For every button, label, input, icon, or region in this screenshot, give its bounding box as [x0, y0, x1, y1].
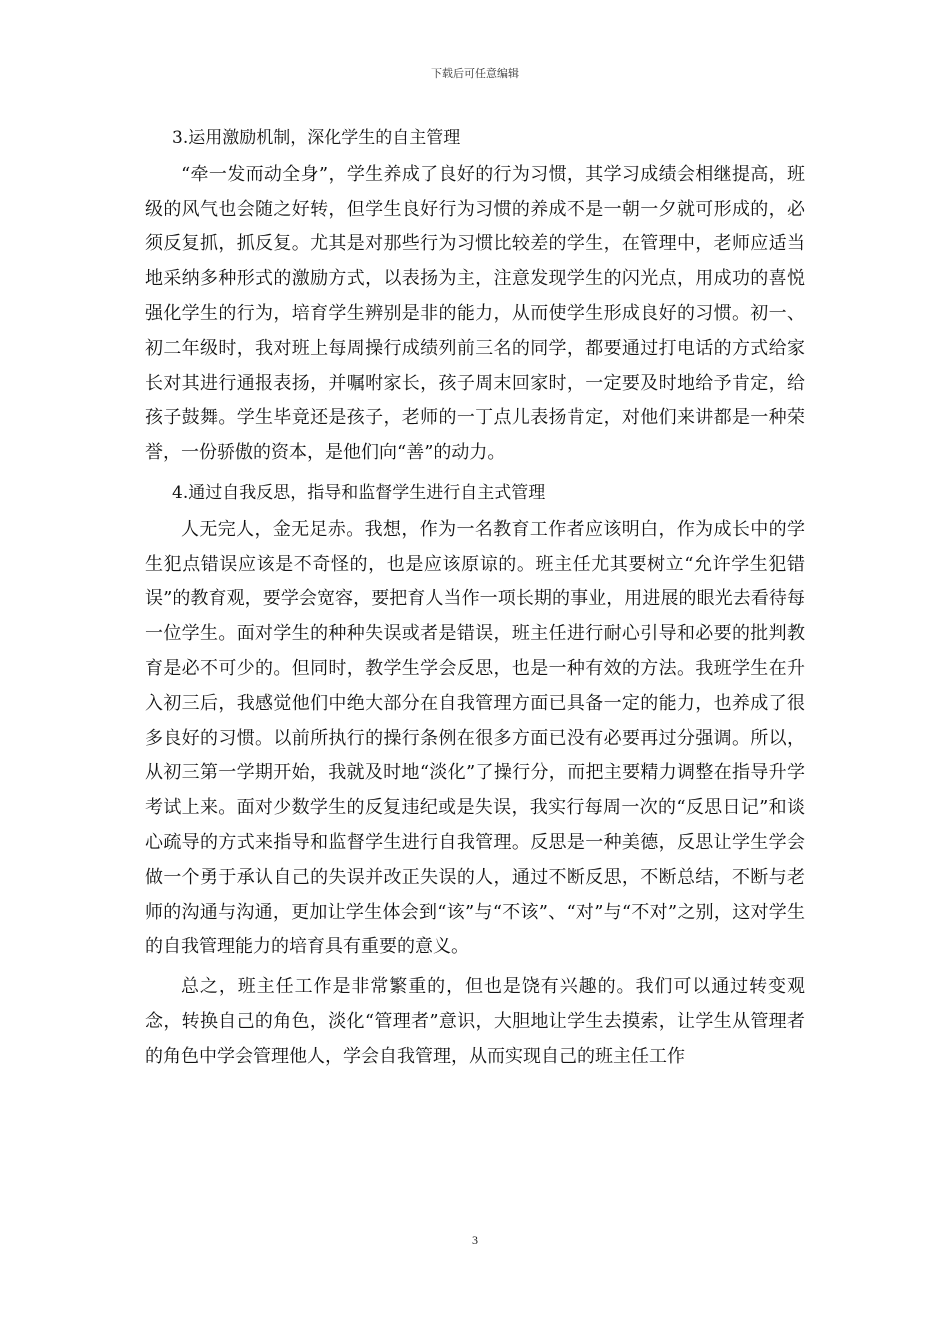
page-number: 3 — [472, 1233, 478, 1247]
section-heading-3: 3.运用激励机制，深化学生的自主管理 — [172, 128, 461, 148]
page-header: 下载后可任意编辑 — [431, 67, 519, 80]
paragraph-conclusion: 总之，班主任工作是非常繁重的，但也是饶有兴趣的。我们可以通过转变观念，转换自己的角色，淡化“管理者”意识，大胆地让学生去摸索，让学生从管理者的角色中学会管理他人，学会自我管理，从而实现自己的班主任工作 — [145, 976, 805, 1067]
section-heading-4: 4.通过自我反思，指导和监督学生进行自主式管理 — [172, 482, 546, 503]
document-body — [145, 121, 805, 1075]
paragraph-self-reflection: 人无完人，金无足赤。我想，作为一名教育工作者应该明白，作为成长中的学生犯点错误应该是不奇怪的，也是应该原谅的。班主任尤其要树立“允许学生犯错误”的教育观，要学会宽容，要把育人当作一项长期的事业，用进展的眼光去看待每一位学生。面对学生的种种失误或者是错误，班主任进行耐心引导和必要的批判教育是必不可少的。但同时，教学生学会反思，也是一种有效的方法。我班学生在升入初三后，我感觉他们中绝大部分在自我管理方面已具备一定的能力，也养成了很多良好的习惯。以前所执行的操行条例在很多方面已没有必要再过分强调。所以，从初三第一学期开始，我就及时地“淡化”了操行分，而把主要精力调整在指导升学考试上来。面对少数学生的反复违纪或是失误，我实行每周一次的“反思日记”和谈心疏导的方式来指导和监督学生进行自我管理。反思是一种美德，反思让学生学会做一个勇于承认自己的失误并改正失误的人，通过不断反思，不断总结，不断与老师的沟通与沟通，更加让学生体会到“该”与“不该”、“对”与“不对”之别，这对学生的自我管理能力的培育具有重要的意义。 — [145, 518, 805, 958]
paragraph-incentive-mechanism: “牵一发而动全身”，学生养成了良好的行为习惯，其学习成绩会相继提高，班级的风气也会随之好转，但学生良好行为习惯的养成不是一朝一夕就可形成的，必须反复抓，抓反复。尤其是对那些行为习惯比较差的学生，在管理中，老师应适当地采纳多种形式的激励方式，以表扬为主，注意发现学生的闪光点，用成功的喜悦强化学生的行为，培育学生辨别是非的能力，从而使学生形成良好的习惯。初一、初二年级时，我对班上每周操行成绩列前三名的同学，都要通过打电话的方式给家长对其进行通报表扬，并嘱咐家长，孩子周末回家时，一定要及时地给予肯定，给孩子鼓舞。学生毕竟还是孩子，老师的一丁点儿表扬肯定，对他们来讲都是一种荣誉，一份骄傲的资本，是他们向“善”的动力。 — [145, 163, 805, 464]
